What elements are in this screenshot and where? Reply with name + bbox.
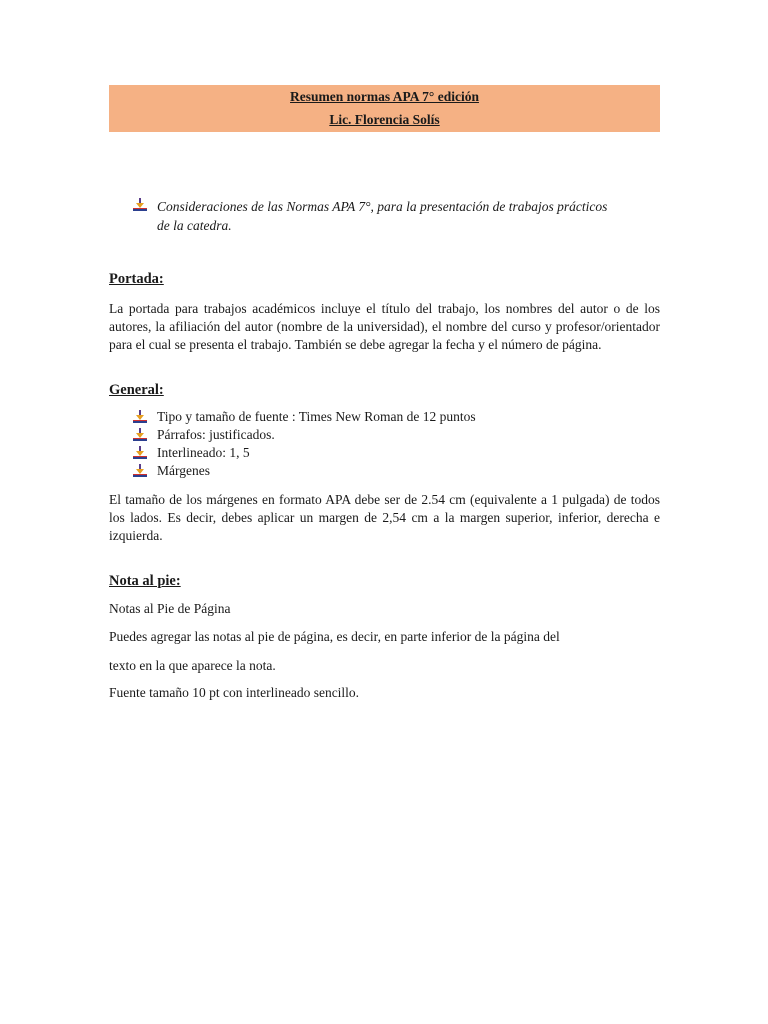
list-item-text: Párrafos: justificados. [157,427,275,442]
nota-line-4: Fuente tamaño 10 pt con interlineado sencillo. [109,685,360,700]
portada-heading: Portada: [109,271,164,287]
nota-line-2: Puedes agregar las notas al pie de página, es decir, en parte inferior de la página del [109,629,560,644]
intro-text: Consideraciones de las Normas APA 7°, para la presentación de trabajos prácticos de la catedra. [157,199,608,233]
list-item [133,426,633,444]
arrow-bullet-icon [133,410,147,424]
nota-line-3: texto en la que aparece la nota. [109,658,276,673]
margins-paragraph: El tamaño de los márgenes en formato APA debe ser de 2.54 cm (equivalente a 1 pulgada) de todos los lados. Es decir, debes aplicar un margen de 2,54 cm a la margen superior, inferior, derecha e izquierda. [109,492,660,543]
list-item [133,444,633,462]
list-item-text: Interlineado: 1, 5 [157,445,250,460]
list-item [133,462,633,480]
portada-paragraph: La portada para trabajos académicos incluye el título del trabajo, los nombres del autor o de los autores, la afiliación del autor (nombre de la universidad), el nombre del curso y profesor/orientador para el cual se presenta el trabajo. También se debe agregar la fecha y el número de página. [109,301,660,352]
document-title: Resumen normas APA 7° edición [290,89,479,104]
intro-bullet [133,197,623,235]
document-author: Lic. Florencia Solís [329,112,440,127]
list-item-text: Tipo y tamaño de fuente : Times New Roman de 12 puntos [157,409,476,424]
general-list [133,408,633,480]
arrow-bullet-icon [133,464,147,478]
general-heading: General: [109,382,164,398]
header-band [109,85,660,132]
list-item-text: Márgenes [157,463,210,478]
nota-heading: Nota al pie: [109,573,181,589]
arrow-bullet-icon [133,428,147,442]
arrow-bullet-icon [133,198,147,212]
arrow-bullet-icon [133,446,147,460]
list-item [133,408,633,426]
nota-line-1: Notas al Pie de Página [109,601,231,616]
